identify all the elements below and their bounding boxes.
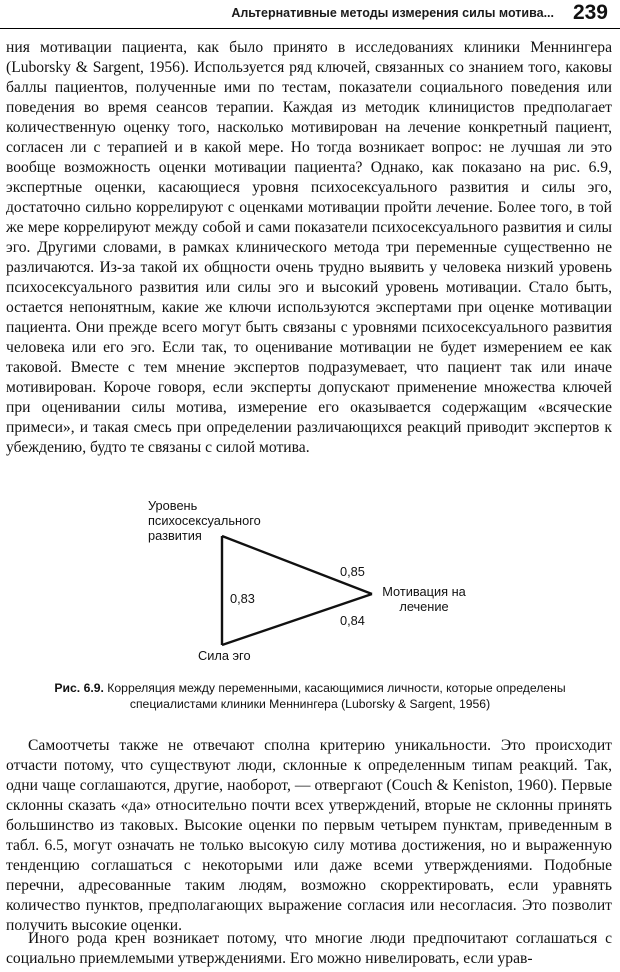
corr-ego-motivation: 0,84 [340,613,365,628]
node-treatment-motivation: Мотивация на лечение [382,584,466,614]
paragraph-1: ния мотивации пациента, как было принято в исследованиях клиники Меннингера (Luborsky & Sargent, 1956). Используется ряд ключей, связанных со знанием того, каковы баллы пациентов, полученные ими по тестам, показатели социального поведения или поведения во время сеансов терапии. Каждая из методик клиницистов предполагает количественную оценку того, насколько мотивирован на лечение конкретный пациент, согласен ли с терапией и в какой мере. Но тогда возникает вопрос: не лучшая ли это вообще возможность оценки мотивации пациента? Однако, как показано на рис. 6.9, экспертные оценки, касающиеся уровня психосексуального развития и силы эго, достаточно сильно коррелируют с оценками мотивации пройти лечение. Более того, в той же мере коррелируют между собой и сами показатели психосексуального развития и силы эго. Другими словами, в рамках клинического метода три переменные существенно не различаются. Из-за такой их общности очень трудно выявить у человека низкий уровень психосексуального развития или силы эго и высокий уровень мотивации. Стало быть, остается непонятным, какие же ключи используются экспертами при оценке мотивации пациента. Они прежде всего могут быть связаны с уровнями психосексуального развития человека или его эго. Если так, то оценивание мотивации не будет измерением ее как таковой. Вместе с тем мнение экспертов подразумевает, что пациент так или иначе мотивирован. Короче говоря, если эксперты допускают применение множества ключей при оценивании силы мотива, измерение его оказывается содержащим «всяческие примеси», и такая смесь при определении различающихся реакций приводит экспертов к убеждению, будто те связаны с силой мотива. [6,39,612,456]
node-ego-strength: Сила эго [198,648,251,663]
running-header [0,0,620,29]
caption-label: Рис. 6.9. [54,681,104,695]
correlation-diagram [140,490,480,668]
figure-caption [40,680,580,712]
corr-development-motivation: 0,85 [340,564,365,579]
page-number: 239 [572,1,608,24]
paragraph-3: Иного рода крен возникает потому, что многие люди предпочитают соглашаться с социально приемлемыми утверждениями. Его можно нивелировать, если урав- [6,930,612,967]
node-psychosexual-development: Уровень психосексуального развития [148,498,261,543]
running-title: Альтернативные методы измерения силы мотива... [231,6,554,20]
corr-development-ego: 0,83 [230,591,255,606]
caption-text: Корреляция между переменными, касающимися личности, которые определены специалистами клиники Меннингера (Luborsky & Sargent, 1956) [107,681,566,711]
paragraph-2: Самоотчеты также не отвечают сполна критерию уникальности. Это происходит отчасти потому, что существуют люди, склонные к определенным типам реакций. Так, одни чаще соглашаются, другие, наоборот, — отвергают (Couch & Keniston, 1960). Первые склонны сказать «да» относительно почти всех утверждений, вторые не склонны принять большинство из таковых. Высокие оценки по первым четырем пунктам, приведенным в табл. 6.5, могут означать не только высокую силу мотива достижения, но и выраженную тенденцию соглашаться с некоторыми или даже всеми утверждениями. Подобные перечни, адресованные таким людям, возможно скорректировать, если уравнять количество пунктов, предполагающих выражение согласия или несогласия. Это позволит получить высокие оценки. [6,737,612,934]
